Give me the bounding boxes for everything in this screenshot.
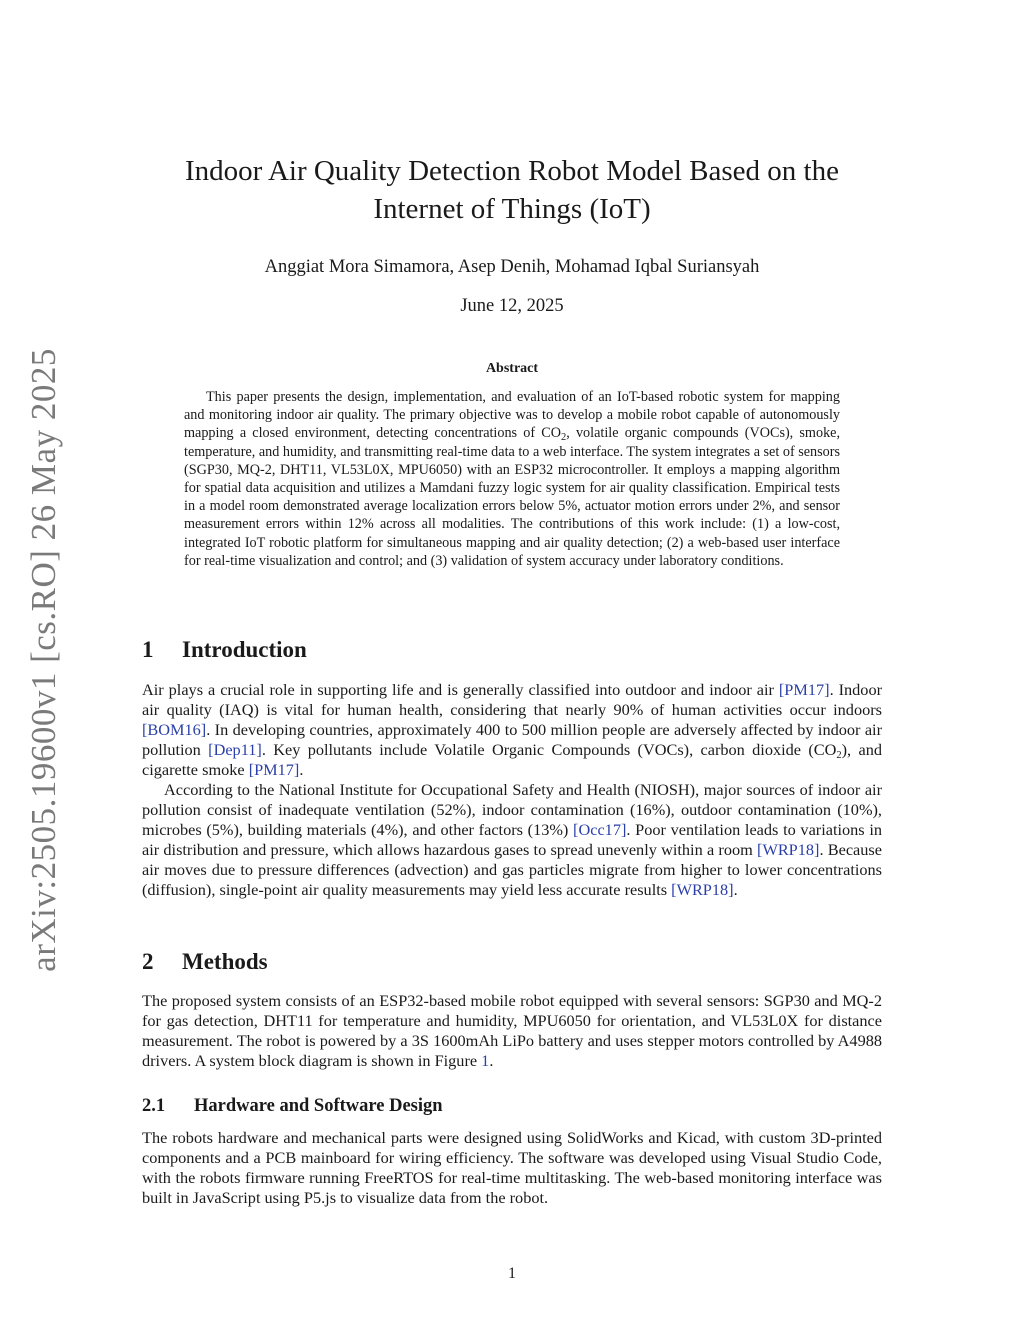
text-run: . Key pollutants include Volatile Organic Compounds (VOCs), carbon dioxide (CO bbox=[261, 740, 837, 759]
text-run: . Indoor air quality (IAQ) is vital for human health, considering that nearly 90% of human activities occur indoors bbox=[142, 680, 883, 719]
subscript: 2 bbox=[560, 432, 567, 444]
text-run: . bbox=[489, 1051, 494, 1070]
text-run: The proposed system consists of an ESP32-based mobile robot equipped with several sensors: SGP30 and MQ-2 for gas detection, DHT11 for temperature and humidity, MPU6050 for orientation, and VL53L0X for distance measurement. The robot is powered by a 3S 1600mAh LiPo battery and uses stepper motors controlled by A4988 drivers. A system block diagram is shown in Figure bbox=[142, 991, 882, 1070]
text-run: . Because air moves due to pressure differences (advection) and gas particles migrate from higher to lower concentrations (diffusion), single-point air quality measurements may yield less accurate results bbox=[142, 840, 882, 899]
text-run: . bbox=[733, 880, 738, 899]
figure-reference-link[interactable]: 1 bbox=[481, 1051, 490, 1070]
section-heading-methods bbox=[142, 949, 268, 975]
citation-link[interactable]: [BOM16] bbox=[142, 720, 207, 739]
methods-body bbox=[142, 991, 882, 1071]
author-list: Anggiat Mora Simamora, Asep Denih, Mohamad Iqbal Suriansyah bbox=[264, 257, 760, 277]
section-title: Introduction bbox=[182, 637, 307, 662]
paper-title bbox=[142, 152, 882, 228]
section-number: 2 bbox=[142, 949, 154, 974]
section-number: 1 bbox=[142, 637, 154, 662]
paragraph bbox=[142, 780, 882, 900]
citation-link[interactable]: [WRP18] bbox=[671, 880, 734, 899]
page-number: 1 bbox=[508, 1265, 516, 1282]
text-run: According to the National Institute for Occupational Safety and Health (NIOSH), major sources of indoor air pollution consist of inadequate ventilation (52%), indoor contamination (16%), outdoor contamination (10%), microbes (5%), building materials (4%), and other factors (13%) bbox=[142, 780, 882, 839]
section-heading-introduction bbox=[142, 637, 307, 663]
text-run: . Poor ventilation leads to variations in air distribution and pressure, which allows hazardous gases to spread unevenly within a room bbox=[142, 820, 882, 859]
citation-link[interactable]: [WRP18] bbox=[757, 840, 820, 859]
publication-date: June 12, 2025 bbox=[460, 296, 564, 316]
citation-link[interactable]: [PM17] bbox=[248, 760, 300, 779]
text-run: . bbox=[299, 760, 304, 779]
abstract-text bbox=[184, 388, 840, 570]
arxiv-identifier: arXiv:2505.19600v1 [cs.RO] 26 May 2025 bbox=[24, 348, 63, 972]
paragraph bbox=[142, 680, 882, 780]
text-run: ), and cigarette smoke bbox=[142, 740, 882, 779]
subsection-title: Hardware and Software Design bbox=[194, 1096, 443, 1116]
text-run: . In developing countries, approximately 400 to 500 million people are adversely affected by indoor air pollution bbox=[142, 720, 882, 759]
citation-link[interactable]: [Occ17] bbox=[573, 820, 627, 839]
hardware-software-body bbox=[142, 1128, 882, 1208]
title-line-1: Indoor Air Quality Detection Robot Model Based on the bbox=[184, 155, 839, 187]
subscript: 2 bbox=[836, 750, 842, 761]
paragraph bbox=[142, 991, 882, 1071]
citation-link[interactable]: [Dep11] bbox=[208, 740, 262, 759]
text-run: Air plays a crucial role in supporting life and is generally classified into outdoor and indoor air bbox=[142, 680, 779, 699]
subsection-number: 2.1 bbox=[142, 1096, 166, 1116]
citation-link[interactable]: [PM17] bbox=[778, 680, 830, 699]
abstract-heading: Abstract bbox=[485, 361, 539, 376]
paragraph: The robots hardware and mechanical parts were designed using SolidWorks and Kicad, with custom 3D-printed components and a PCB mainboard for wiring efficiency. The software was developed using Visual Studio Code, with the robots firmware running FreeRTOS for real-time multitasking. The web-based monitoring interface was built in JavaScript using P5.js to visualize data from the robot. bbox=[142, 1128, 882, 1207]
title-line-2: Internet of Things (IoT) bbox=[373, 193, 651, 225]
introduction-body bbox=[142, 680, 882, 900]
section-title: Methods bbox=[182, 949, 268, 974]
subsection-heading-hardware-software bbox=[142, 1096, 443, 1117]
abstract-text-part: , volatile organic compounds (VOCs), smoke, temperature, and humidity, and transmitting real-time data to a web interface. The system integrates a set of sensors (SGP30, MQ-2, DHT11, VL53L0X, MPU6050) with an ESP32 microcontroller. It employs a mapping algorithm for spatial data acquisition and utilizes a Mamdani fuzzy logic system for air quality classification. Empirical tests in a model room demonstrated average localization errors below 5%, actuator motion errors under 2%, and sensor measurement errors within 12% across all modalities. The contributions of this work include: (1) a low-cost, integrated IoT robotic platform for simultaneous mapping and air quality detection; (2) a web-based user interface for real-time visualization and control; and (3) validation of system accuracy under laboratory conditions. bbox=[184, 425, 841, 569]
abstract-text-part: This paper presents the design, implementation, and evaluation of an IoT-based robotic system for mapping and monitoring indoor air quality. The primary objective was to develop a mobile robot capable of autonomously mapping a closed environment, detecting concentrations of CO bbox=[184, 389, 840, 442]
